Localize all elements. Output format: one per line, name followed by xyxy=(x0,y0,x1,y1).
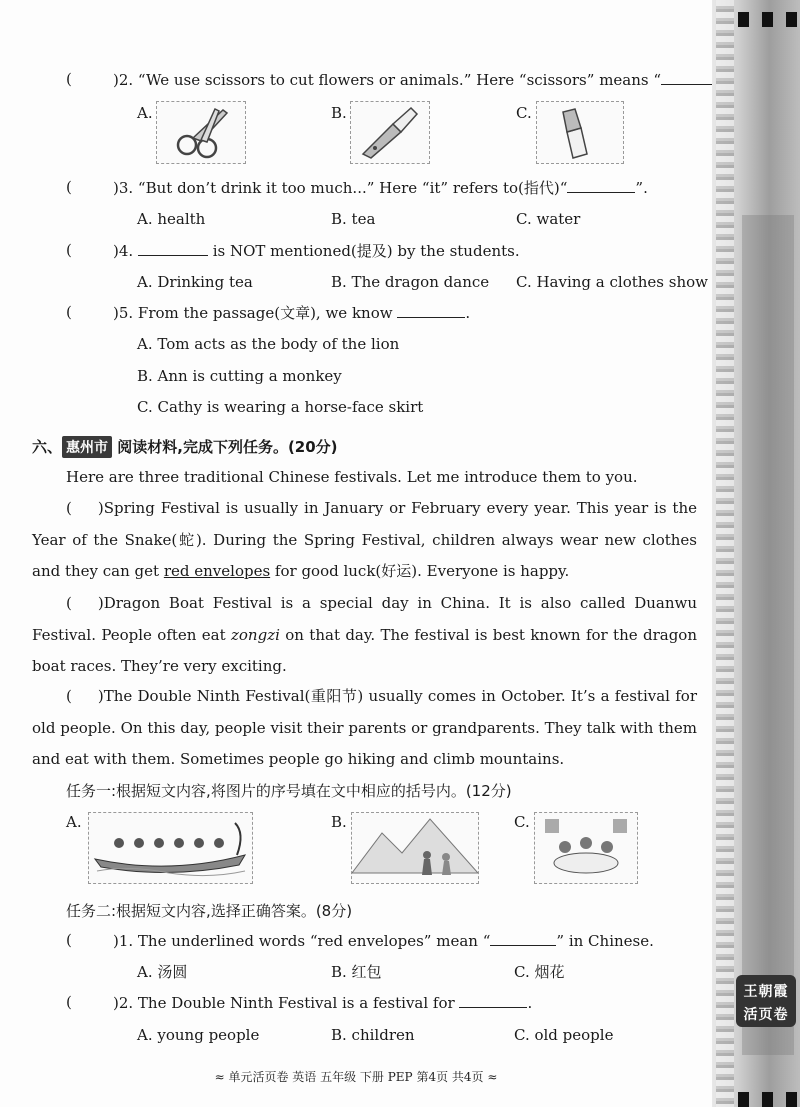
binding-hole-icon xyxy=(762,12,773,27)
paragraph-1-text: )Spring Festival is usually in January or February every year. This year is the Year of the Snake(蛇). During the Spring Festival, children always wear new clothes and they can get xyxy=(32,499,697,580)
answer-paren[interactable]: ( xyxy=(66,931,72,949)
option-b[interactable]: B. tea xyxy=(331,210,376,228)
option-c[interactable]: C. Cathy is wearing a horse-face skirt xyxy=(137,398,424,416)
option-a[interactable]: A. 汤圆 xyxy=(137,963,188,981)
passage-paragraph-2 xyxy=(32,588,697,683)
option-b[interactable]: B. The dragon dance xyxy=(331,273,490,291)
option-b[interactable]: B. 红包 xyxy=(331,963,382,981)
answer-paren[interactable]: ( xyxy=(66,241,72,259)
binding-hole-icon xyxy=(738,1092,749,1107)
paragraph-1-end: for good luck(好运). Everyone is happy. xyxy=(270,562,570,580)
binding-strip xyxy=(712,0,800,1107)
answer-blank[interactable] xyxy=(459,994,527,1008)
answer-paren[interactable]: ( xyxy=(66,687,72,705)
binding-hole-icon xyxy=(762,1092,773,1107)
option-c-label: C. xyxy=(516,104,532,122)
binding-shade xyxy=(742,215,794,1055)
picture-b-label: B. xyxy=(331,813,347,831)
zongzi-word: zongzi xyxy=(231,625,280,644)
binding-wave xyxy=(716,0,734,1107)
question-4 xyxy=(113,241,520,261)
option-c[interactable]: C. Having a clothes show xyxy=(516,273,709,291)
question-3-end: ”. xyxy=(635,179,648,197)
passage-paragraph-1 xyxy=(32,493,697,588)
glue-stick-icon xyxy=(536,101,624,164)
question-end: ” in Chinese. xyxy=(556,932,654,950)
task-1-instruction: 任务一:根据短文内容,将图片的序号填在文中相应的括号内。(12分) xyxy=(66,782,512,800)
option-a-label: A. xyxy=(137,104,153,122)
paragraph-2-text: )Dragon Boat Festival is a special day in China. It is also called Duanwu Festival. People often eat xyxy=(32,594,697,644)
option-c[interactable]: C. water xyxy=(516,210,581,228)
scissors-icon xyxy=(156,101,246,164)
publisher-logo xyxy=(736,975,796,1027)
family-dinner-icon xyxy=(534,812,638,884)
answer-paren[interactable]: ( xyxy=(66,499,72,517)
answer-blank[interactable] xyxy=(397,304,465,318)
answer-blank[interactable] xyxy=(138,242,208,256)
mountain-hiking-icon xyxy=(351,812,479,884)
paragraph-2-end: on that day. The festival is best known for the dragon boat races. They’re very exciting. xyxy=(32,625,697,675)
section-instruction: 阅读材料,完成下列任务。(20分) xyxy=(117,438,338,456)
question-3 xyxy=(113,178,648,198)
question-text: )2. The Double Ninth Festival is a festival for xyxy=(113,994,455,1012)
answer-paren[interactable]: ( xyxy=(66,993,72,1011)
question-3-text: )3. “But don’t drink it too much...” Here “it” refers to(指代)“ xyxy=(113,179,568,197)
passage-paragraph-3 xyxy=(32,681,697,776)
question-end: . xyxy=(527,994,533,1012)
picture-c-label: C. xyxy=(514,813,530,831)
question-2-text: )2. “We use scissors to cut flowers or animals.” Here “scissors” means “ xyxy=(113,71,662,89)
answer-blank[interactable] xyxy=(490,932,556,946)
paragraph-3-text: )The Double Ninth Festival(重阳节) usually comes in October. It’s a festival for old people. On this day, people visit their parents or grandparents. They talk with them and eat with them. Sometimes people go hiking and climb mountains. xyxy=(32,687,697,768)
option-c[interactable]: C. old people xyxy=(514,1026,614,1044)
question-4-number: )4. xyxy=(113,242,134,260)
section-6-title xyxy=(32,436,338,458)
option-c[interactable]: C. 烟花 xyxy=(514,963,565,981)
question-5-text: )5. From the passage(文章), we know xyxy=(113,304,393,322)
question-2 xyxy=(113,70,739,90)
option-b[interactable]: B. children xyxy=(331,1026,415,1044)
answer-paren[interactable]: ( xyxy=(66,178,72,196)
passage-intro: Here are three traditional Chinese festivals. Let me introduce them to you. xyxy=(66,468,638,486)
logo-line-1: 王朝霞 xyxy=(743,984,789,1000)
option-a[interactable]: A. young people xyxy=(137,1026,260,1044)
task-2-instruction: 任务二:根据短文内容,选择正确答案。(8分) xyxy=(66,902,353,920)
task-2-question-1 xyxy=(113,931,654,951)
answer-paren[interactable]: ( xyxy=(66,70,72,88)
question-4-text: is NOT mentioned(提及) by the students. xyxy=(207,242,520,260)
option-a[interactable]: A. health xyxy=(137,210,206,228)
question-5-end: . xyxy=(465,304,471,322)
binding-hole-icon xyxy=(786,1092,797,1107)
knife-icon xyxy=(350,101,430,164)
section-number: 六、 xyxy=(32,438,63,456)
binding-hole-icon xyxy=(786,12,797,27)
picture-a-label: A. xyxy=(66,813,82,831)
question-text: )1. The underlined words “red envelopes” mean “ xyxy=(113,932,491,950)
option-a[interactable]: A. Drinking tea xyxy=(137,273,253,291)
binding-hole-icon xyxy=(738,12,749,27)
option-b[interactable]: B. Ann is cutting a monkey xyxy=(137,367,342,385)
answer-blank[interactable] xyxy=(567,179,635,193)
logo-line-2: 活页卷 xyxy=(743,1007,789,1023)
option-a[interactable]: A. Tom acts as the body of the lion xyxy=(137,335,400,353)
page-footer: ≈ 单元活页卷 英语 五年级 下册 PEP 第4页 共4页 ≈ xyxy=(214,1070,498,1084)
underlined-words: red envelopes xyxy=(163,562,271,580)
answer-paren[interactable]: ( xyxy=(66,594,72,612)
question-5 xyxy=(113,303,470,323)
dragon-boat-race-icon xyxy=(88,812,253,884)
answer-paren[interactable]: ( xyxy=(66,303,72,321)
option-b-label: B. xyxy=(331,104,347,122)
task-2-question-2 xyxy=(113,993,532,1013)
region-tag: 惠州市 xyxy=(62,436,112,458)
